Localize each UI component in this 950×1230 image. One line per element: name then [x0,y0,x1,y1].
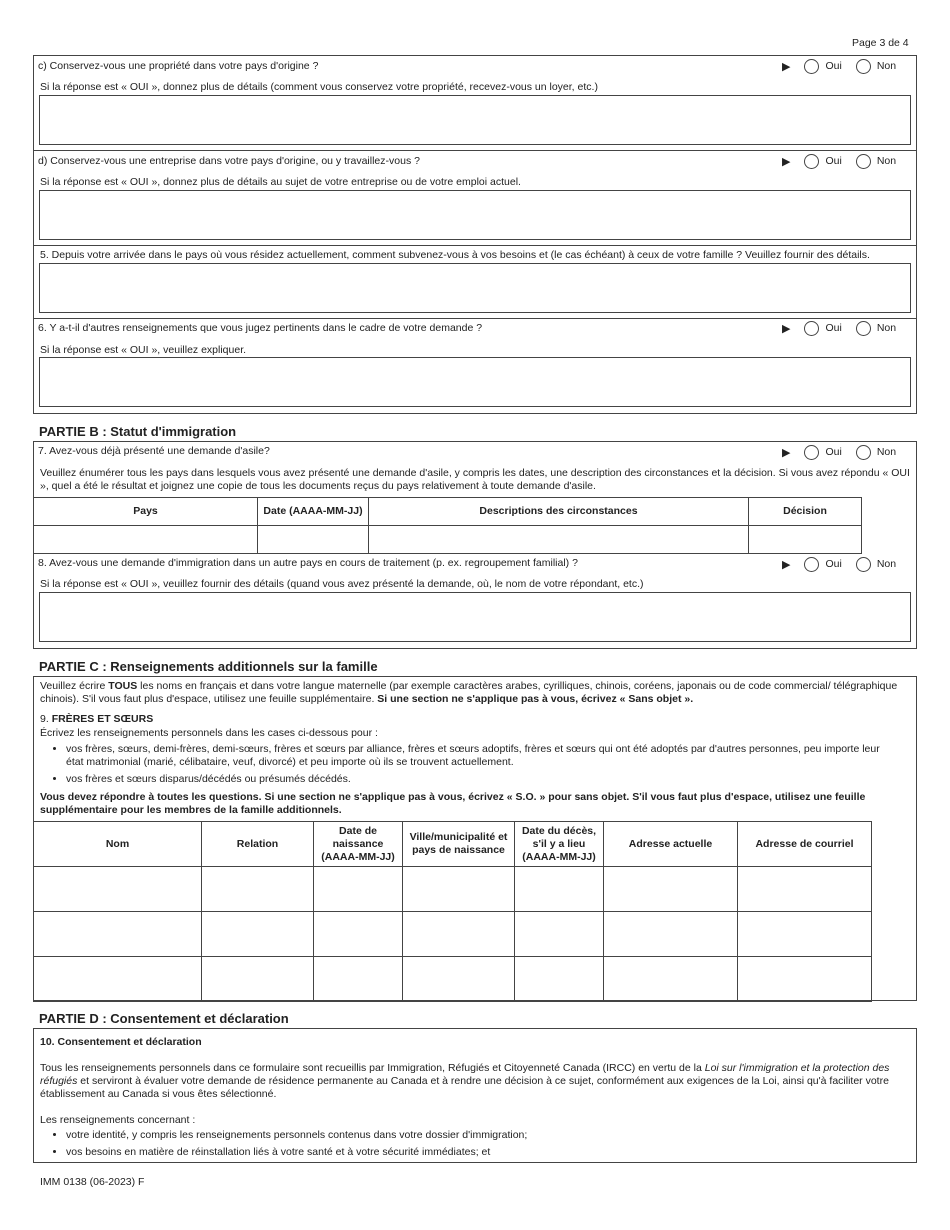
sibling-birthplace-cell[interactable] [403,912,515,957]
question-d: d) Conservez-vous une entreprise dans votre pays d'origine, ou y travaillez-vous ? [38,155,420,167]
question-9-number: 9. [40,713,52,725]
list-item: • votre identité, y compris les renseignements personnels contenus dans votre dossier d'immigration; [66,1129,900,1142]
question-c-yes-no [782,58,910,74]
sibling-death-date-cell[interactable] [515,957,604,1002]
question-c-no-radio[interactable] [856,59,871,74]
part-d-heading: PARTIE D : Consentement et déclaration [39,1011,289,1026]
list-item: • vos frères et sœurs disparus/décédés ou présumés décédés. [66,773,900,786]
sibling-address-cell[interactable] [604,867,738,912]
arrow-icon: ▶ [782,155,791,168]
question-9-instruction: Écrivez les renseignements personnels dans les cases ci-dessous pour : [40,727,378,739]
question-d-details-field[interactable] [39,190,911,240]
sibling-address-cell[interactable] [604,957,738,1002]
question-6-yes-radio[interactable] [804,321,819,336]
asylum-country-cell[interactable] [34,526,258,554]
intro-text: les noms en français et dans votre langue maternelle (par exemple caractères arabes, cyrilliques, chinois, coréens, japonais ou de code commercial/ télégraphique chinois). S'il vous faut plus d'espace, utilisez une feuille supplémentaire. [40,680,898,705]
table-row [34,912,872,957]
column-header-decision: Décision [749,498,862,526]
concerning-label: Les renseignements concernant : [40,1114,196,1126]
column-header-date-naissance: Date de naissance (AAAA-MM-JJ) [314,822,403,867]
arrow-icon: ▶ [782,60,791,73]
sibling-dob-cell[interactable] [314,912,403,957]
question-5: 5. Depuis votre arrivée dans le pays où vous résidez actuellement, comment subvenez-vous à vos besoins et (le cas échéant) à ceux de votre famille ? Veuillez fournir des détails. [40,249,870,261]
form-code: IMM 0138 (06-2023) F [40,1176,145,1188]
asylum-date-cell[interactable] [258,526,369,554]
column-header-adresse: Adresse actuelle [604,822,738,867]
sibling-death-date-cell[interactable] [515,912,604,957]
siblings-bullets [40,743,900,790]
question-9-title-text: FRÈRES ET SŒURS [51,713,154,725]
question-7: 7. Avez-vous déjà présenté une demande d'asile? [38,445,270,457]
question-8-no-radio[interactable] [856,557,871,572]
question-8: 8. Avez-vous une demande d'immigration dans un autre pays en cours de traitement (p. ex. regroupement familial) ? [38,557,578,569]
question-d-yes-radio[interactable] [804,154,819,169]
table-row [34,526,862,554]
question-c-detail: Si la réponse est « OUI », donnez plus de détails (comment vous conservez votre propriété, recevez-vous un loyer, etc.) [40,81,598,93]
sibling-name-cell[interactable] [34,912,202,957]
consent-text: Tous les renseignements personnels dans ce formulaire sont recueillis par Immigration, Réfugiés et Citoyenneté Canada (IRCC) en vertu de la [40,1062,705,1074]
question-7-yes-no [782,444,910,460]
no-label: Non [876,446,897,458]
question-7-instructions: Veuillez énumérer tous les pays dans lesquels vous avez présenté une demande d'asile, y compris les dates, une description des circonstances et la décision. Si vous avez répondu « OUI », quel a été le résultat et joignez une copie de tous les documents reçus du pays relativement à toute demande d'asile. [40,467,910,492]
question-c-details-field[interactable] [39,95,911,145]
column-header-descriptions: Descriptions des circonstances [369,498,749,526]
sibling-birthplace-cell[interactable] [403,867,515,912]
question-8-detail: Si la réponse est « OUI », veuillez fournir des détails (quand vous avez présenté la demande, où, le nom de votre répondant, etc.) [40,578,644,590]
sibling-email-cell[interactable] [738,867,872,912]
column-header-nom: Nom [34,822,202,867]
question-6: 6. Y a-t-il d'autres renseignements que vous jugez pertinents dans le cadre de votre demande ? [38,322,483,334]
question-6-yes-no [782,320,910,336]
sibling-name-cell[interactable] [34,867,202,912]
no-label: Non [876,155,897,167]
column-header-date-deces: Date du décès, s'il y a lieu (AAAA-MM-JJ) [515,822,604,867]
question-c: c) Conservez-vous une propriété dans votre pays d'origine ? [38,60,319,72]
list-item: • vos besoins en matière de réinstallation liés à votre santé et à votre sécurité immédiates; et [66,1146,900,1159]
sibling-name-cell[interactable] [34,957,202,1002]
list-item: • vos frères, sœurs, demi-frères, demi-sœurs, frères et sœurs par alliance, frères et sœurs adoptifs, frères et sœurs qui ont été adoptés par d'autres personnes, peu importe leur état matrimonial (marié, célibataire, veuf, divorcé) et peu importe où ils se trouvent actuellement. [66,743,900,769]
column-header-relation: Relation [202,822,314,867]
sibling-dob-cell[interactable] [314,957,403,1002]
siblings-table [33,821,872,1002]
sibling-address-cell[interactable] [604,912,738,957]
question-6-detail: Si la réponse est « OUI », veuillez expliquer. [40,344,247,356]
sibling-relation-cell[interactable] [202,912,314,957]
law-title: Loi sur l'immigration et la protection des réfugiés [40,1062,890,1087]
part-c-heading: PARTIE C : Renseignements additionnels sur la famille [39,659,378,674]
consent-bullets [40,1129,900,1163]
yes-label: Oui [825,322,842,334]
question-d-no-radio[interactable] [856,154,871,169]
divider [33,245,917,246]
sibling-email-cell[interactable] [738,912,872,957]
sibling-relation-cell[interactable] [202,957,314,1002]
question-5-details-field[interactable] [39,263,911,313]
question-6-no-radio[interactable] [856,321,871,336]
no-label: Non [876,558,897,570]
consent-paragraph [40,1062,904,1101]
asylum-table [33,497,862,554]
consent-text: et serviront à évaluer votre demande de résidence permanente au Canada et à rendre une décision à ce sujet, conformément aux exigences de la Loi, ainsi qu'à faciliter votre établissement au Canada si vous êtes sélectionné. [40,1075,889,1100]
divider [33,318,917,319]
question-d-yes-no [782,153,910,169]
sibling-dob-cell[interactable] [314,867,403,912]
part-b-heading: PARTIE B : Statut d'immigration [39,424,237,439]
question-8-yes-radio[interactable] [804,557,819,572]
arrow-icon: ▶ [782,446,791,459]
asylum-description-cell[interactable] [369,526,749,554]
question-7-yes-radio[interactable] [804,445,819,460]
question-8-details-field[interactable] [39,592,911,642]
asylum-decision-cell[interactable] [749,526,862,554]
column-header-courriel: Adresse de courriel [738,822,872,867]
question-7-no-radio[interactable] [856,445,871,460]
question-9-title [40,713,153,726]
arrow-icon: ▶ [782,558,791,571]
intro-bold: TOUS [108,680,138,692]
sibling-email-cell[interactable] [738,957,872,1002]
question-10-title: 10. Consentement et déclaration [40,1036,202,1048]
yes-label: Oui [825,558,842,570]
question-c-yes-radio[interactable] [804,59,819,74]
intro-bold-end: Si une section ne s'applique pas à vous, écrivez « Sans objet ». [377,693,694,705]
sibling-birthplace-cell[interactable] [403,957,515,1002]
question-8-yes-no [782,556,910,572]
part-c-bold-note: Vous devez répondre à toutes les questions. Si une section ne s'applique pas à vous, écrivez « S.O. » pour sans objet. S'il vous faut plus d'espace, utilisez une feuille supplémentaire pour les membres de la famille additionnels. [40,791,866,816]
question-6-details-field[interactable] [39,357,911,407]
column-header-ville-pays: Ville/municipalité et pays de naissance [403,822,515,867]
sibling-death-date-cell[interactable] [515,867,604,912]
yes-label: Oui [825,60,842,72]
divider [33,150,917,151]
no-label: Non [876,322,897,334]
yes-label: Oui [825,155,842,167]
question-d-detail: Si la réponse est « OUI », donnez plus de détails au sujet de votre entreprise ou de votre emploi actuel. [40,176,521,188]
page-number: Page 3 de 4 [852,37,909,49]
yes-label: Oui [825,446,842,458]
table-row [34,867,872,912]
part-c-intro [40,680,900,706]
sibling-relation-cell[interactable] [202,867,314,912]
arrow-icon: ▶ [782,322,791,335]
intro-text: Veuillez écrire [40,680,109,692]
no-label: Non [876,60,897,72]
column-header-pays: Pays [34,498,258,526]
column-header-date: Date (AAAA-MM-JJ) [258,498,369,526]
table-row [34,957,872,1002]
